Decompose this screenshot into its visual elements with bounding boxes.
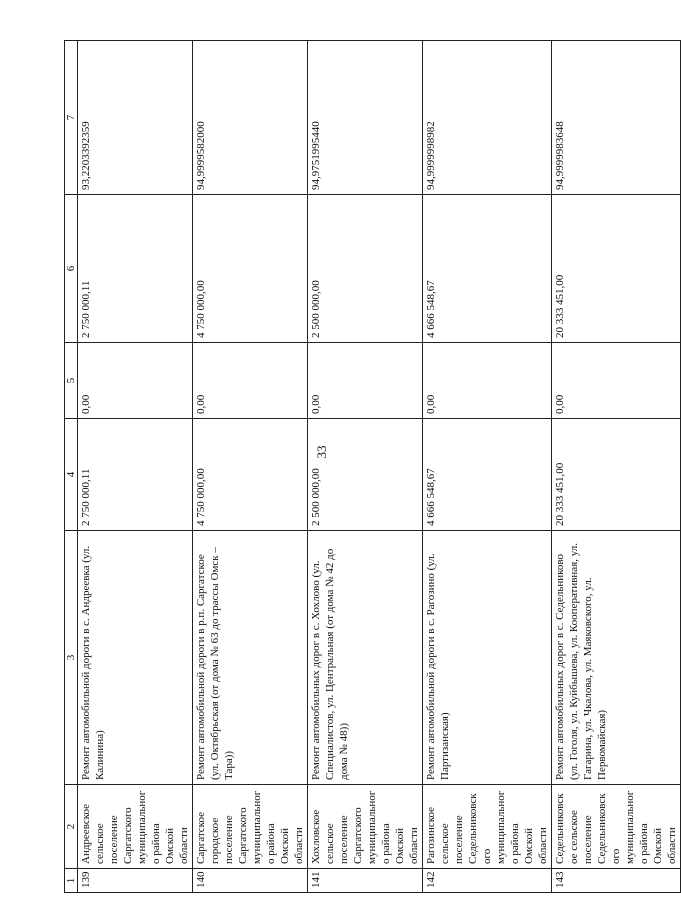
- table-row: [308, 41, 423, 893]
- amount-col4: 4 666 548,67: [423, 419, 552, 531]
- settlement-name: Хохловское сельское поселение Саргатского муниципального района Омской области: [308, 785, 423, 869]
- amount-col5: 0,00: [423, 343, 552, 419]
- amount-col5: 0,00: [308, 343, 423, 419]
- amount-col4: 4 750 000,00: [193, 419, 308, 531]
- work-description: Ремонт автомобильных дорог в с. Седельниково (ул. Гоголя, ул. Куйбышева, ул. Кооперативная, ул. Гагарина, ул. Чкалова, ул. Маяковского, ул. Первомайская): [552, 531, 681, 785]
- column-header: 7: [65, 41, 78, 195]
- row-number: 143: [552, 869, 681, 893]
- row-number: 139: [78, 869, 193, 893]
- settlement-name: Седельниковское сельское поселение Седельниковского муниципального района Омской области: [552, 785, 681, 869]
- amount-col5: 0,00: [552, 343, 681, 419]
- work-description: Ремонт автомобильной дороги в р.п. Саргатское (ул. Октябрьская (от дома № 63 до трассы Омск – Тара)): [193, 531, 308, 785]
- column-header: 5: [65, 343, 78, 419]
- percent-col7: 94,9751995440: [308, 41, 423, 195]
- amount-col6: 2 750 000,11: [78, 195, 193, 343]
- amount-col4: 2 500 000,00: [308, 419, 423, 531]
- data-table: [64, 40, 681, 893]
- amount-col4: 2 750 000,11: [78, 419, 193, 531]
- work-description: Ремонт автомобильных дорог в с. Хохлово (ул. Специалистов, ул. Центральная (от дома № 42 до дома № 48)): [308, 531, 423, 785]
- work-description: Ремонт автомобильной дороги в с. Рагозино (ул. Партизанская): [423, 531, 552, 785]
- amount-col4: 20 333 451,00: [552, 419, 681, 531]
- percent-col7: 94,9999582000: [193, 41, 308, 195]
- column-header: 6: [65, 195, 78, 343]
- amount-col5: 0,00: [78, 343, 193, 419]
- page-number: 33: [314, 445, 329, 459]
- amount-col6: 4 666 548,67: [423, 195, 552, 343]
- percent-col7: 93,2203392359: [78, 41, 193, 195]
- table-row: [423, 41, 552, 893]
- row-number: 142: [423, 869, 552, 893]
- column-header: 4: [65, 419, 78, 531]
- rotated-page-content: [64, 41, 678, 893]
- percent-col7: 94,9999983648: [552, 41, 681, 195]
- amount-col5: 0,00: [193, 343, 308, 419]
- row-number: 141: [308, 869, 423, 893]
- row-number: 140: [193, 869, 308, 893]
- table-row: [193, 41, 308, 893]
- percent-col7: 94,9999998982: [423, 41, 552, 195]
- settlement-name: Андреевское сельское поселение Саргатского муниципального района Омской области: [78, 785, 193, 869]
- amount-col6: 4 750 000,00: [193, 195, 308, 343]
- settlement-name: Саргатское городское поселение Саргатского муниципального района Омской области: [193, 785, 308, 869]
- amount-col6: 2 500 000,00: [308, 195, 423, 343]
- header-row: [65, 41, 78, 893]
- table-row: [78, 41, 193, 893]
- settlement-name: Рагозинское сельское поселение Седельниковского муниципального района Омской области: [423, 785, 552, 869]
- amount-col6: 20 333 451,00: [552, 195, 681, 343]
- work-description: Ремонт автомобильной дороги в с. Андреевка (ул. Калинина): [78, 531, 193, 785]
- table-row: [552, 41, 681, 893]
- column-header: 2: [65, 785, 78, 869]
- column-header: 1: [65, 869, 78, 893]
- column-header: 3: [65, 531, 78, 785]
